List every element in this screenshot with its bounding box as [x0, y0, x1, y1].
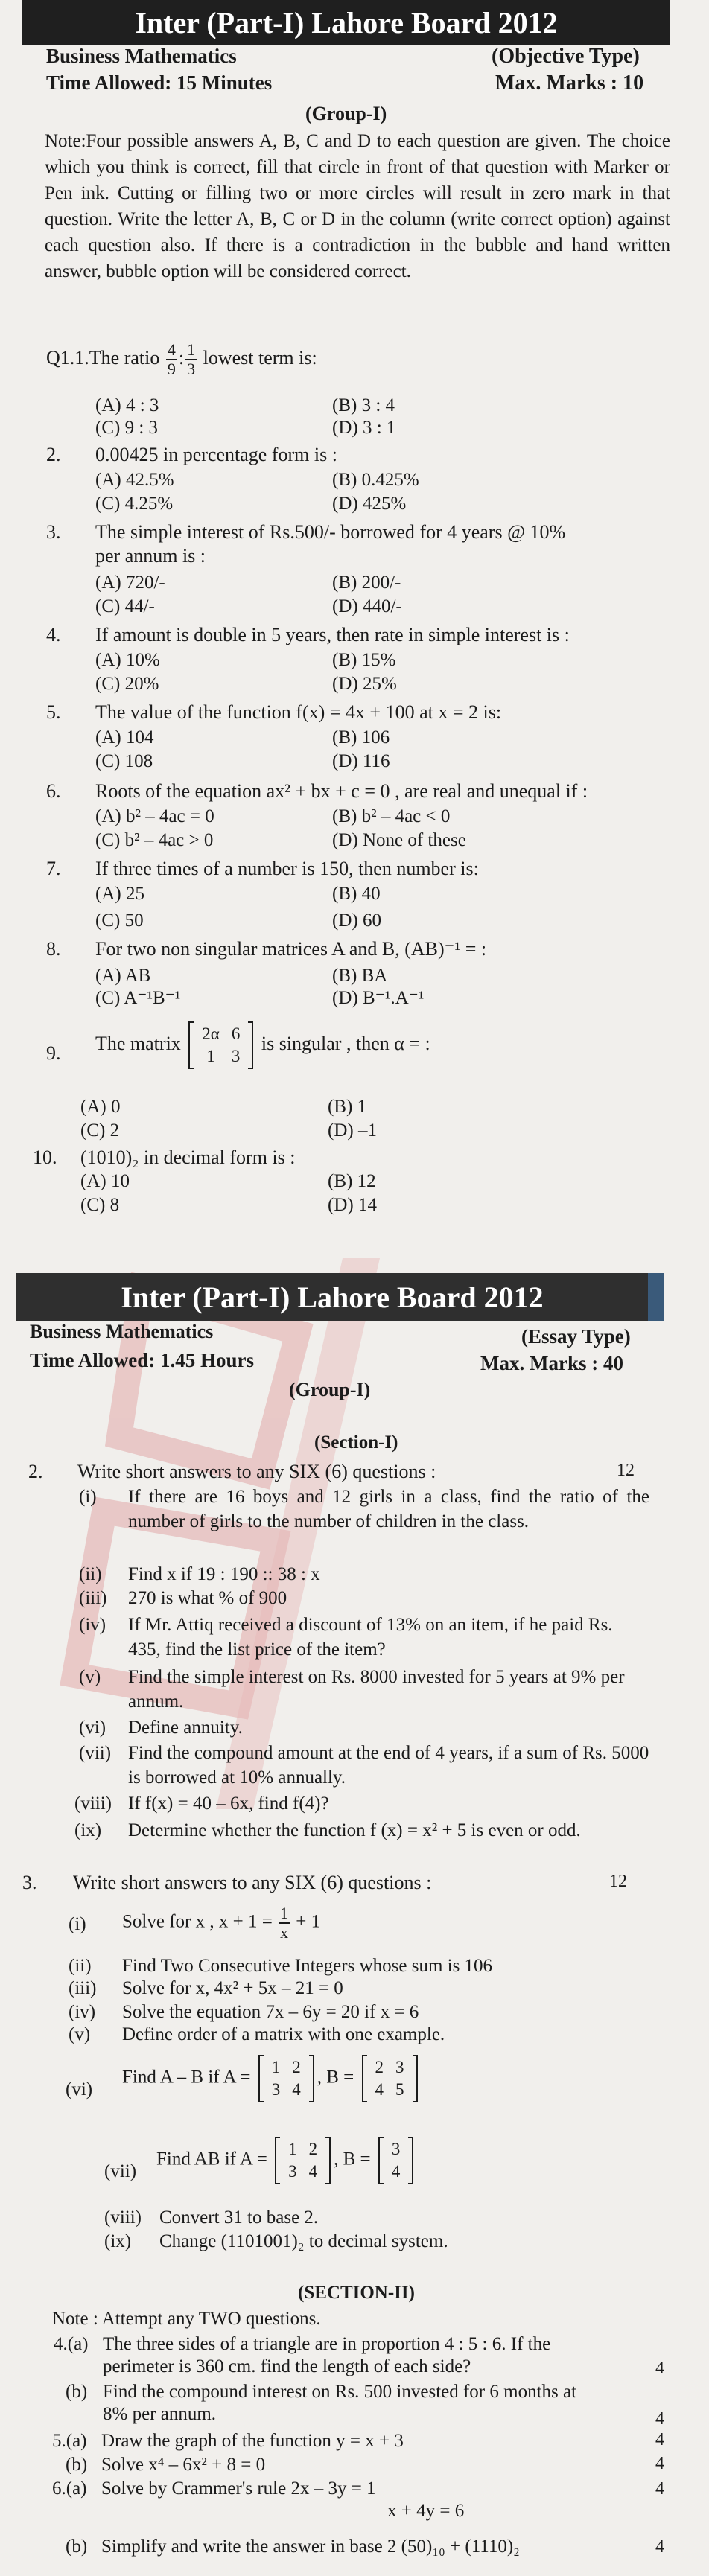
sq3-v-num: (v): [69, 2024, 91, 2044]
lq6a-text: Solve by Crammer's rule 2x – 3y = 1: [101, 2478, 376, 2499]
lq5a-marks: 4: [655, 2430, 664, 2449]
lq4b-marks: 4: [655, 2409, 664, 2429]
q6-option-c: (C) b² – 4ac > 0: [95, 830, 214, 850]
lq5b-num: (b): [66, 2455, 88, 2475]
q9-m21: 1: [206, 1047, 215, 1065]
sq3-i-text-a: Solve for x , x + 1 =: [122, 1911, 273, 1932]
sq3-vii-matrix-b: [378, 2137, 414, 2184]
lq6a-num: 6.(a): [52, 2478, 87, 2499]
sq3-viii-text: Convert 31 to base 2.: [159, 2207, 319, 2228]
sq3-vi-num: (vi): [66, 2079, 93, 2100]
paper2-title: Inter (Part-I) Lahore Board 2012: [121, 1280, 544, 1314]
q1-frac2-den: 3: [187, 360, 196, 378]
paper2-time: Time Allowed: 1.45 Hours: [30, 1349, 255, 1371]
q1-frac2-num: 1: [187, 340, 196, 359]
lq5a-num: 5.(a): [52, 2431, 87, 2451]
q1-frac1-num: 4: [167, 340, 176, 359]
q9-text-a: The matrix: [95, 1032, 181, 1054]
section-1-heading: (Section-I): [314, 1432, 398, 1453]
sq3-ii-text: Find Two Consecutive Integers whose sum is 106: [122, 1956, 493, 1976]
sq2-iv-num: (iv): [79, 1615, 106, 1635]
sq3-vi-b11: 2: [375, 2058, 384, 2076]
paper2-marks: Max. Marks : 40: [480, 1352, 623, 1374]
lq5a-text: Draw the graph of the function y = x + 3: [101, 2431, 404, 2451]
sq3-i-num: (i): [69, 1914, 86, 1934]
q8-text: For two non singular matrices A and B, (AB)⁻¹ = :: [95, 938, 487, 960]
sq3-vii-a21: 3: [288, 2162, 297, 2181]
paper2-subject: Business Mathematics: [30, 1321, 214, 1342]
q6-option-a: (A) b² – 4ac = 0: [95, 806, 214, 826]
q7-option-a: (A) 25: [95, 884, 144, 904]
q6-option-b: (B) b² – 4ac < 0: [332, 806, 451, 826]
sq3-vii-a12: 2: [308, 2140, 318, 2158]
sq2-iii-text: 270 is what % of 900: [128, 1588, 287, 1608]
sq3-i-fraction: [279, 1904, 290, 1942]
sq3-vii-text-a: Find AB if A =: [156, 2149, 267, 2169]
q1-option-d: (D) 3 : 1: [332, 418, 396, 438]
q2-option-d: (D) 425%: [332, 494, 407, 514]
q1-text-a: The ratio: [89, 346, 160, 369]
sq3-i-text-b: + 1: [296, 1911, 321, 1932]
sq3-ii-num: (ii): [69, 1956, 92, 1976]
paper1-time: Time Allowed: 15 Minutes: [46, 71, 273, 94]
q4-option-a: (A) 10%: [95, 650, 160, 670]
lq4a-marks: 4: [655, 2359, 664, 2378]
section-2-heading: (SECTION-II): [298, 2283, 415, 2303]
q1-text-b: lowest term is:: [203, 346, 317, 369]
sq2-ix-text: Determine whether the function f (x) = x² + 5 is even or odd.: [128, 1820, 581, 1840]
lq4a-num: 4.(a): [54, 2334, 89, 2354]
q2-option-a: (A) 42.5%: [95, 470, 174, 490]
q1-fraction-1: [166, 341, 177, 378]
sq3-ix-text: Change (1101001)₂ to decimal system.: [159, 2231, 448, 2251]
sq3-vii-question: [156, 2137, 416, 2184]
q7-option-c: (C) 50: [95, 911, 144, 931]
sq3-iii-text: Solve for x, 4x² + 5x – 21 = 0: [122, 1978, 343, 1998]
sq3-v-text: Define order of a matrix with one example.: [122, 2024, 445, 2044]
sq3-vi-text-b: , B =: [317, 2067, 354, 2088]
sq2-vi-num: (vi): [79, 1718, 106, 1738]
q9-question: [95, 1021, 430, 1069]
q9-m22: 3: [231, 1047, 241, 1065]
q7-text: If three times of a number is 150, then number is:: [95, 858, 479, 879]
sq3-vi-a11: 1: [271, 2058, 281, 2076]
q1-option-c: (C) 9 : 3: [95, 418, 159, 438]
sq2-viii-num: (viii): [74, 1794, 112, 1814]
sq2-ix-num: (ix): [74, 1820, 102, 1840]
q10-number: 10.: [33, 1147, 57, 1168]
sq2-iv-text: If Mr. Attiq received a discount of 13% on an item, if he paid Rs. 435, find the list price of the item?: [128, 1615, 613, 1660]
q2-option-b: (B) 0.425%: [332, 470, 419, 490]
sq3-vi-a12: 2: [292, 2058, 301, 2076]
lq4b-num: (b): [66, 2382, 88, 2402]
q7-option-b: (B) 40: [332, 884, 381, 904]
q6-text: Roots of the equation ax² + bx + c = 0 , are real and unequal if :: [95, 780, 588, 802]
sq3-vii-b21: 4: [391, 2162, 401, 2181]
q1-1: Q1.1.The ratio $\frac{4}{9}$ : $\frac{1}{3}$ lowest term is:: [46, 340, 317, 378]
q3-number: 3.: [46, 521, 61, 543]
q9-number: 9.: [46, 1042, 61, 1064]
paper2-group: (Group-I): [289, 1379, 371, 1400]
lq4b-text-line2: 8% per annum.: [103, 2404, 217, 2424]
q4-text: If amount is double in 5 years, then rate in simple interest is :: [95, 624, 570, 645]
paper1-group: (Group-I): [305, 103, 387, 124]
q5-text: The value of the function f(x) = 4x + 100 at x = 2 is:: [95, 701, 502, 723]
q9-m12: 6: [231, 1024, 241, 1043]
q3-option-c: (C) 44/-: [95, 596, 155, 616]
lq5b-text: Solve x⁴ – 6x² + 8 = 0: [101, 2455, 266, 2475]
sq3-vii-a22: 4: [308, 2162, 318, 2181]
q10-option-c: (C) 8: [80, 1195, 120, 1215]
sq2-text: Write short answers to any SIX (6) questions :: [77, 1461, 436, 1482]
q2-number: 2.: [46, 444, 61, 465]
sq2-i-text: If there are 16 boys and 12 girls in a class, find the ratio of the number of girls to the number of children in the class.: [128, 1487, 649, 1531]
q9-option-b: (B) 1: [328, 1097, 367, 1117]
sq3-vi-question: [122, 2055, 421, 2102]
sq3-vii-text-b: , B =: [334, 2149, 371, 2169]
sq3-iv-num: (iv): [69, 2002, 96, 2022]
sq2-i-num: (i): [79, 1487, 97, 1507]
q9-option-d: (D) –1: [328, 1120, 377, 1141]
sq2-ii-num: (ii): [79, 1564, 102, 1584]
q7-option-d: (D) 60: [332, 911, 381, 931]
q8-option-b: (B) BA: [332, 966, 388, 986]
q1-frac1-den: 9: [167, 360, 176, 378]
sq3-text: Write short answers to any SIX (6) questions :: [73, 1872, 432, 1893]
q3-option-a: (A) 720/-: [95, 573, 165, 593]
q5-number: 5.: [46, 701, 61, 723]
lq5b-marks: 4: [655, 2454, 664, 2473]
q3-option-d: (D) 440/-: [332, 596, 402, 616]
sq3-vi-a21: 3: [271, 2080, 281, 2099]
q4-number: 4.: [46, 624, 61, 645]
paper2-title-banner: [16, 1273, 664, 1321]
q5-option-d: (D) 116: [332, 751, 390, 771]
sq2-number: 2.: [28, 1461, 43, 1482]
lq6a-text-line2: x + 4y = 6: [387, 2501, 465, 2521]
sq2-iii-num: (iii): [79, 1588, 107, 1608]
q10-text: (1010)₂ in decimal form is :: [80, 1147, 296, 1168]
q10-option-b: (B) 12: [328, 1171, 376, 1191]
lq4b-text: Find the compound interest on Rs. 500 invested for 6 months at: [103, 2382, 577, 2402]
sq3-i-question: [122, 1904, 320, 1942]
q8-option-d: (D) B⁻¹.A⁻¹: [332, 988, 425, 1008]
sq2-ii-text: Find x if 19 : 190 :: 38 : x: [128, 1564, 320, 1584]
sq3-vi-a22: 4: [292, 2080, 301, 2099]
sq3-vii-matrix-a: [275, 2137, 331, 2184]
q1-label: Q1.1.: [46, 346, 89, 369]
q9-option-c: (C) 2: [80, 1120, 120, 1141]
q9-matrix: [188, 1021, 253, 1069]
paper1-marks: Max. Marks : 10: [495, 71, 644, 95]
q7-number: 7.: [46, 858, 61, 879]
sq2-vii-text: Find the compound amount at the end of 4 years, if a sum of Rs. 5000 is borrowed at 10% annually.: [128, 1743, 649, 1788]
q2-option-c: (C) 4.25%: [95, 494, 174, 514]
paper1-title: Inter (Part-I) Lahore Board 2012: [135, 5, 558, 39]
q3-text: The simple interest of Rs.500/- borrowed for 4 years @ 10%: [95, 521, 566, 543]
paper1-subject: Business Mathematics: [46, 45, 237, 67]
sq2-v-text: Find the simple interest on Rs. 8000 invested for 5 years at 9% per annum.: [128, 1667, 625, 1712]
q9-m11: 2α: [202, 1024, 220, 1043]
sq2-vii-num: (vii): [79, 1743, 112, 1763]
q6-number: 6.: [46, 780, 61, 802]
q2-text: 0.00425 in percentage form is :: [95, 444, 337, 465]
sq3-vi-matrix-b: [362, 2055, 418, 2102]
sq2-marks: 12: [617, 1461, 635, 1480]
sq3-vi-b22: 5: [395, 2080, 404, 2099]
paper1-title-banner: [22, 0, 670, 45]
sq3-vi-text-a: Find A – B if A =: [122, 2067, 251, 2088]
lq4a-text-line2: perimeter is 360 cm. find the length of each side?: [103, 2356, 471, 2376]
q9-text-b: is singular , then α = :: [261, 1032, 430, 1054]
lq4a-text: The three sides of a triangle are in proportion 4 : 5 : 6. If the: [103, 2334, 551, 2354]
q10-option-a: (A) 10: [80, 1171, 130, 1191]
lq6a-marks: 4: [655, 2479, 664, 2499]
paper2-type: (Essay Type): [521, 1325, 631, 1348]
q8-number: 8.: [46, 938, 61, 960]
q4-option-d: (D) 25%: [332, 674, 397, 694]
q3-option-b: (B) 200/-: [332, 573, 401, 593]
sq2-v-num: (v): [79, 1667, 101, 1687]
sq3-iii-num: (iii): [69, 1978, 97, 1998]
q6-option-d: (D) None of these: [332, 830, 466, 850]
q8-option-a: (A) AB: [95, 966, 151, 986]
q5-option-c: (C) 108: [95, 751, 153, 771]
sq3-vii-b11: 3: [391, 2140, 401, 2158]
q1-option-b: (B) 3 : 4: [332, 395, 395, 415]
q5-option-b: (B) 106: [332, 727, 390, 747]
q4-option-b: (B) 15%: [332, 650, 396, 670]
q1-option-a: (A) 4 : 3: [95, 395, 159, 415]
paper1-note: Note:Four possible answers A, B, C and D to each question are given. The choice which you think is correct, fill that circle in front of that question with Marker or Pen ink. Cutting or filling two or more circles will result in zero mark in that question. Write the letter A, B, C or D in the column (write correct option) against each question also. If there is a contradiction in the bubble and hand written answer, bubble option will be considered correct.: [45, 131, 670, 281]
lq6b-marks: 4: [655, 2537, 664, 2557]
sq3-ix-num: (ix): [104, 2231, 132, 2251]
sq3-i-frac-num: 1: [280, 1904, 289, 1922]
sq3-vi-b21: 4: [375, 2080, 384, 2099]
q8-option-c: (C) A⁻¹B⁻¹: [95, 988, 181, 1008]
lq6b-text: Simplify and write the answer in base 2 (50)₁₀ + (1110)₂: [101, 2537, 520, 2557]
q5-option-a: (A) 104: [95, 727, 154, 747]
sq3-vi-matrix-a: [258, 2055, 314, 2102]
q1-fraction-2: [185, 341, 197, 378]
sq2-viii-text: If f(x) = 40 – 6x, find f(4)?: [128, 1794, 329, 1814]
q3-text-line2: per annum is :: [95, 545, 206, 567]
sq3-i-frac-den: x: [280, 1923, 289, 1942]
paper1-type: (Objective Type): [492, 45, 640, 68]
sq3-number: 3.: [22, 1872, 37, 1893]
sq3-vi-b12: 3: [395, 2058, 404, 2076]
sq3-vii-num: (vii): [104, 2161, 137, 2181]
sq3-iv-text: Solve the equation 7x – 6y = 20 if x = 6: [122, 2002, 419, 2022]
sq3-vii-a11: 1: [288, 2140, 297, 2158]
sq2-vi-text: Define annuity.: [128, 1718, 243, 1738]
section-2-note: Note : Attempt any TWO questions.: [52, 2309, 321, 2329]
q10-option-d: (D) 14: [328, 1195, 377, 1215]
lq6b-num: (b): [66, 2537, 88, 2557]
sq3-viii-num: (viii): [104, 2207, 142, 2228]
q4-option-c: (C) 20%: [95, 674, 159, 694]
sq3-marks: 12: [609, 1872, 627, 1891]
q9-option-a: (A) 0: [80, 1097, 121, 1117]
